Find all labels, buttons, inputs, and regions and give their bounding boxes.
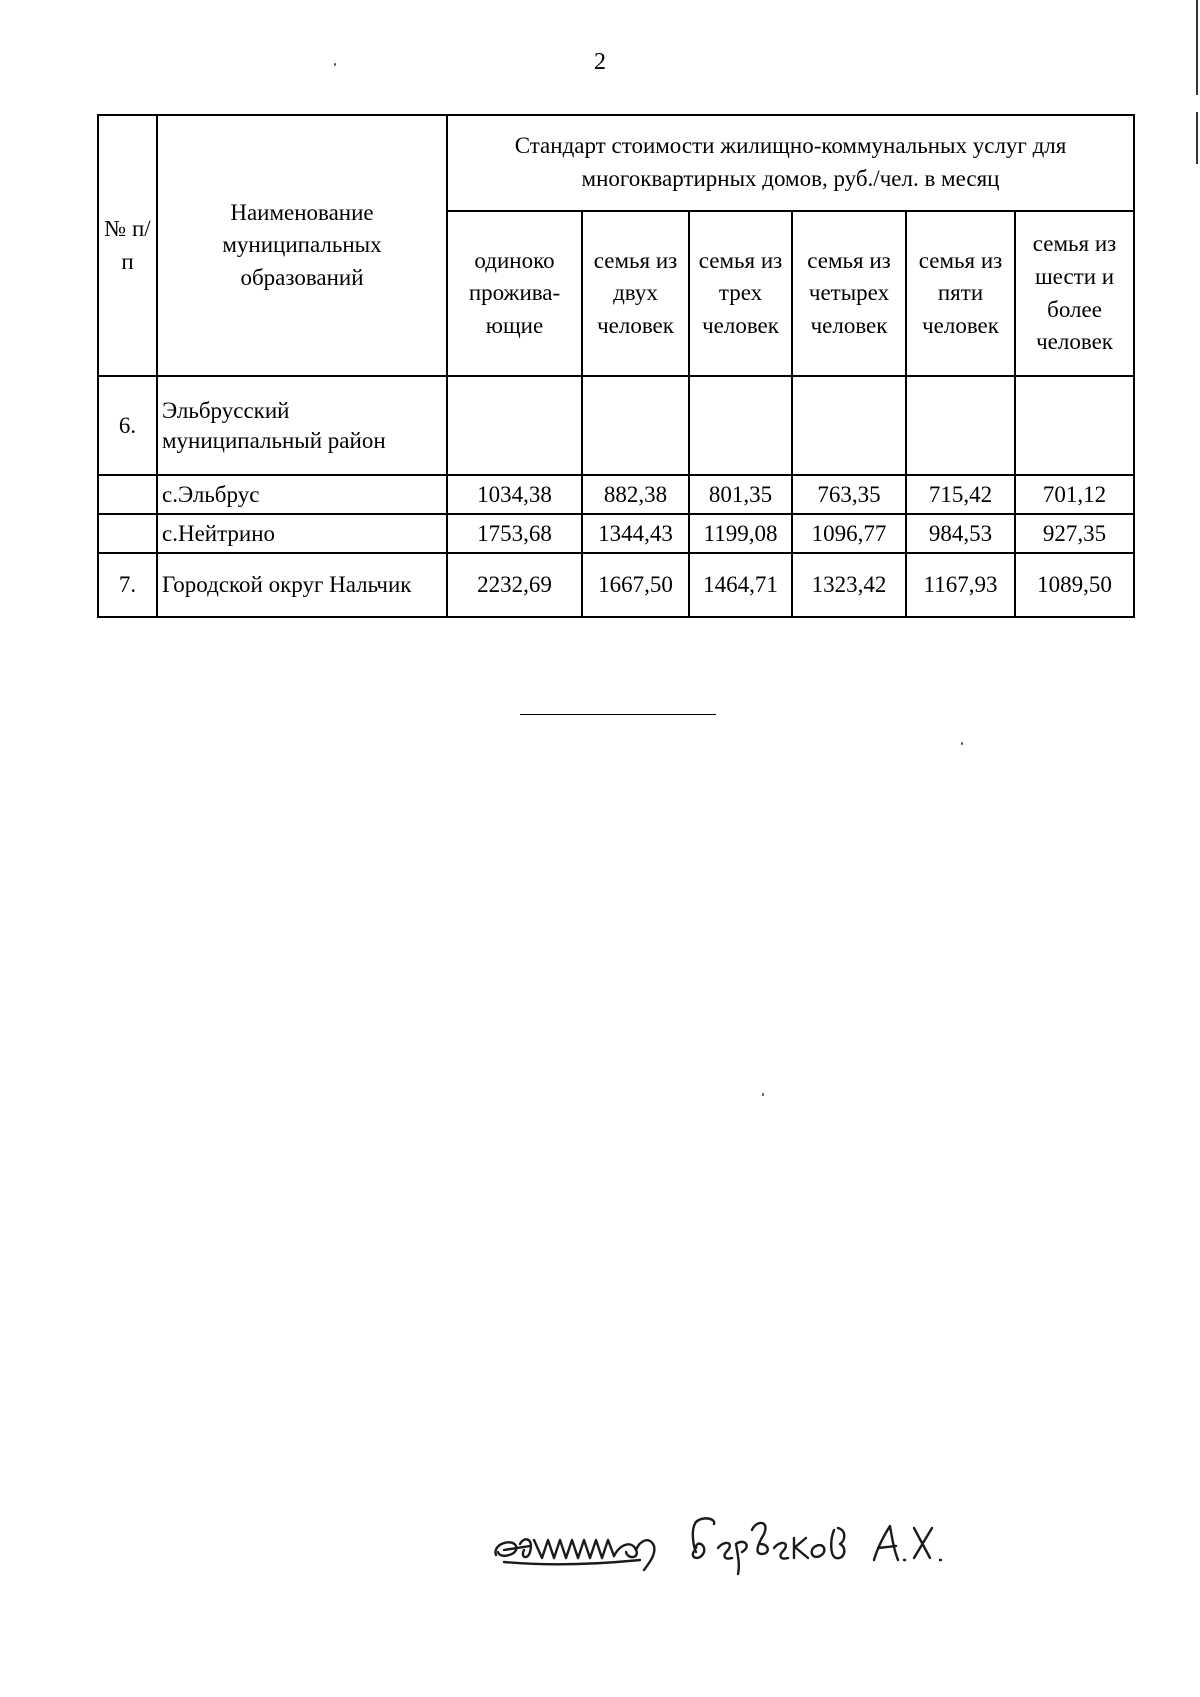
row-number (98, 475, 157, 514)
value-cell (582, 376, 689, 475)
value-cell: 1753,68 (447, 514, 582, 553)
value-cell: 1034,38 (447, 475, 582, 514)
value-cell: 715,42 (906, 475, 1015, 514)
header-col-family-5: семья из пяти человек (906, 211, 1015, 376)
table-row (98, 553, 1134, 617)
value-cell: 2232,69 (447, 553, 582, 617)
header-col-single: одиноко прожива-ющие (447, 211, 582, 376)
value-cell (792, 376, 906, 475)
value-cell: 1667,50 (582, 553, 689, 617)
closing-rule (520, 714, 716, 715)
scan-speck (762, 1093, 764, 1096)
value-cell (906, 376, 1015, 475)
row-number: 7. (98, 553, 157, 617)
header-row-number: № п/п (98, 115, 157, 376)
header-col-family-3: семья из трех человек (689, 211, 792, 376)
scan-speck (961, 742, 963, 745)
scan-edge-mark (1196, 0, 1198, 95)
settlement-name: с.Эльбрус (157, 475, 447, 514)
municipality-name: Городской округ Нальчик (157, 553, 447, 617)
value-cell: 801,35 (689, 475, 792, 514)
value-cell: 1199,08 (689, 514, 792, 553)
header-col-family-4: семья из четырех человек (792, 211, 906, 376)
row-number (98, 514, 157, 553)
housing-cost-standards-table (97, 114, 1135, 618)
header-col-family-6-plus: семья из шести и более человек (1015, 211, 1134, 376)
header-cost-standard-group: Стандарт стоимости жилищно-коммунальных услуг для многоквартирных домов, руб./чел. в месяц (447, 115, 1134, 211)
value-cell (1015, 376, 1134, 475)
settlement-name: с.Нейтрино (157, 514, 447, 553)
value-cell: 882,38 (582, 475, 689, 514)
table-row (98, 514, 1134, 553)
value-cell (689, 376, 792, 475)
value-cell: 984,53 (906, 514, 1015, 553)
value-cell: 763,35 (792, 475, 906, 514)
handwritten-signature (490, 1500, 1010, 1580)
page-number: 2 (594, 49, 606, 75)
value-cell: 1344,43 (582, 514, 689, 553)
scan-edge-mark (1196, 112, 1198, 164)
header-col-family-2: семья из двух человек (582, 211, 689, 376)
value-cell: 1089,50 (1015, 553, 1134, 617)
row-number: 6. (98, 376, 157, 475)
value-cell: 1167,93 (906, 553, 1015, 617)
value-cell: 927,35 (1015, 514, 1134, 553)
header-municipality-name: Наименование муниципальных образований (157, 115, 447, 376)
table-row (98, 475, 1134, 514)
value-cell (447, 376, 582, 475)
value-cell: 1464,71 (689, 553, 792, 617)
scan-speck (334, 63, 336, 66)
value-cell: 1323,42 (792, 553, 906, 617)
value-cell: 701,12 (1015, 475, 1134, 514)
municipality-name: Эльбрусский муниципальный район (157, 376, 447, 475)
value-cell: 1096,77 (792, 514, 906, 553)
table-row (98, 376, 1134, 475)
